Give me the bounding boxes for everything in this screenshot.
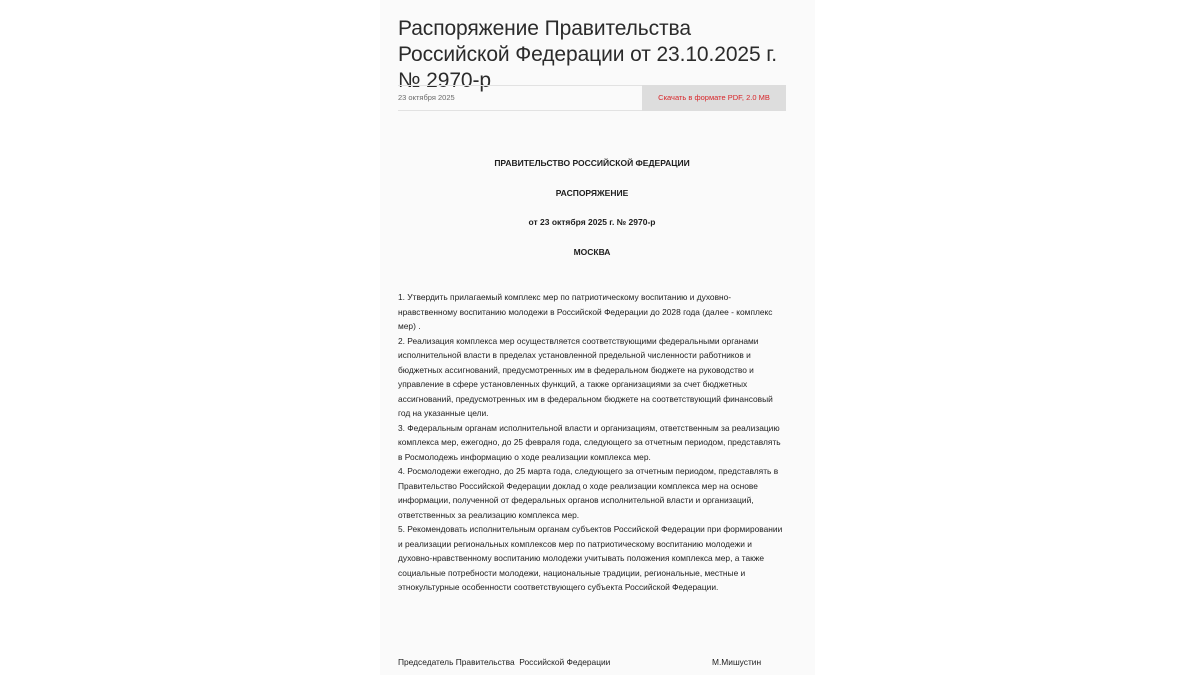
paragraph-4: 4. Росмолодежи ежегодно, до 25 марта года, следующего за отчетным периодом, представлять в Правительство Российской Федерации доклад о ходе реализации комплекса мер на основе информации, полученной от федеральных органов исполнительной власти и организаций, ответственных за реализацию комплекса мер. xyxy=(398,466,779,520)
paragraph-1: 1. Утвердить прилагаемый комплекс мер по патриотическому воспитанию и духовно-нравственному воспитанию молодежи в Российской Федерации до 2028 года (далее - комплекс мер) . xyxy=(398,292,773,331)
heading-government: ПРАВИТЕЛЬСТВО РОССИЙСКОЙ ФЕДЕРАЦИИ xyxy=(494,158,690,168)
heading-doc-type: РАСПОРЯЖЕНИЕ xyxy=(555,188,629,198)
heading-city: МОСКВА xyxy=(573,247,611,257)
document-body xyxy=(398,290,783,595)
paragraph-3: 3. Федеральным органам исполнительной власти и организациям, ответственным за реализацию комплекса мер, ежегодно, до 25 февраля года, следующего за отчетным периодом, представлять в Росмолодежь информацию о ходе реализации комплекса мер. xyxy=(398,422,781,462)
signature-name: М.Мишустин xyxy=(712,657,762,667)
paragraph-5: 5. Рекомендовать исполнительным органам субъектов Российской Федерации при формировании и реализации региональных комплексов мер по патриотическому воспитанию молодежи и духовно-нравственному воспитанию молодежи учитывать положения комплекса мер, а также социальные потребности молодежи, национальные традиции, региональные, местные и этнокультурные особенности соответствующего субъекта Российской Федерации. xyxy=(398,524,783,592)
download-pdf-link[interactable]: Скачать в формате PDF, 2.0 MB xyxy=(642,85,786,111)
signature-role: Председатель Правительства Российской Федерации xyxy=(398,657,611,667)
meta-bar xyxy=(398,85,786,111)
paragraph-2: 2. Реализация комплекса мер осуществляется соответствующими федеральными органами исполнительной власти в пределах установленной предельной численности работников и бюджетных ассигнований, предусмотренных им в федеральном бюджете на руководство и управление в сфере установленных функций, а также организациями за счет бюджетных ассигнований, предусмотренных им в федеральном бюджете на соответствующий финансовый год на указанные цели. xyxy=(398,335,773,418)
page-title: Распоряжение Правительства Российской Федерации от 23.10.2025 г. № 2970-р xyxy=(398,17,778,92)
heading-doc-date: от 23 октября 2025 г. № 2970-р xyxy=(528,217,656,227)
document-content xyxy=(398,0,788,667)
publish-date: 23 октября 2025 xyxy=(398,93,455,102)
